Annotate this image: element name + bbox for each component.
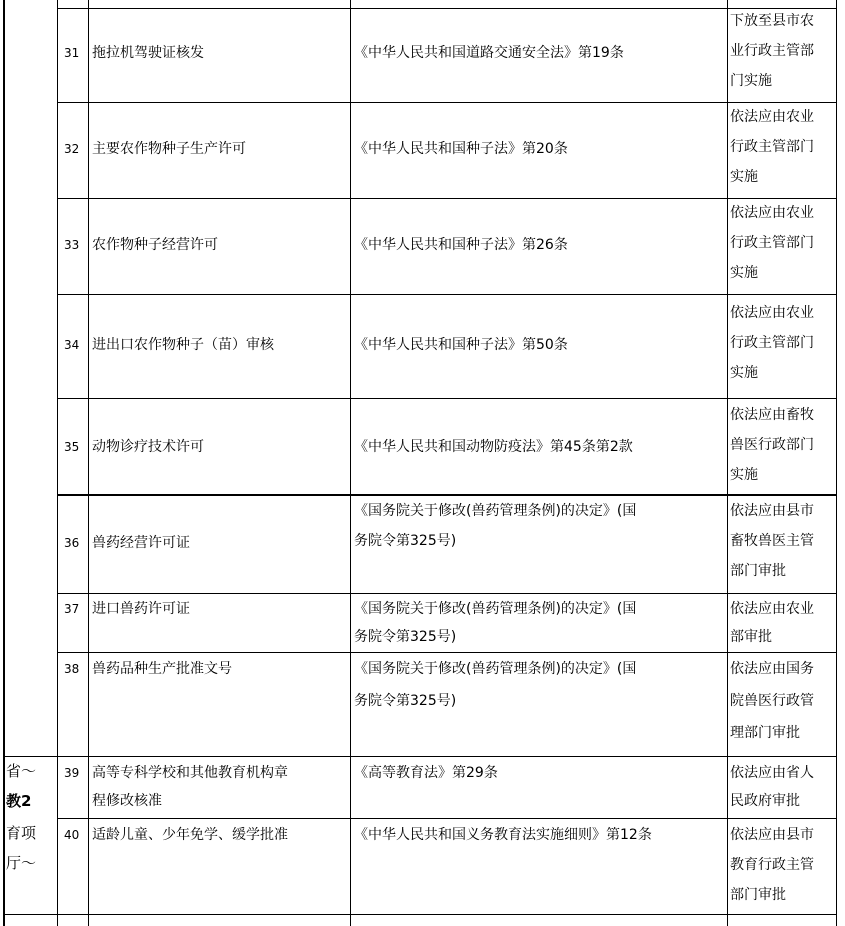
- item-name: 主要农作物种子生产许可: [92, 141, 246, 157]
- remark-line: 依法应由农业: [730, 109, 814, 125]
- item-name: 程修改核准: [92, 793, 162, 809]
- remark-line: 依法应由农业: [730, 601, 814, 617]
- row-divider: [57, 102, 837, 103]
- remark-line: 实施: [730, 265, 758, 281]
- table-divider: [57, 0, 58, 926]
- row-divider: [3, 914, 837, 915]
- remark-line: 部门审批: [730, 563, 786, 579]
- remark-line: 门实施: [730, 73, 772, 89]
- legal-basis: 《国务院关于修改(兽药管理条例)的决定》(国: [354, 503, 637, 519]
- legal-basis: 《中华人民共和国动物防疫法》第45条第2款: [354, 439, 633, 455]
- remark-line: 民政府审批: [730, 793, 800, 809]
- remark-line: 院兽医行政管: [730, 693, 814, 709]
- remark-line: 行政主管部门: [730, 235, 814, 251]
- row-divider: [57, 398, 837, 399]
- remark-line: 实施: [730, 467, 758, 483]
- row-number: 32: [64, 142, 80, 156]
- row-divider: [57, 294, 837, 295]
- remark-line: 依法应由县市: [730, 827, 814, 843]
- item-name: 进口兽药许可证: [92, 601, 190, 617]
- row-number: 39: [64, 766, 80, 780]
- row-number: 38: [64, 662, 80, 676]
- legal-basis: 《中华人民共和国道路交通安全法》第19条: [354, 45, 624, 61]
- remark-line: 畜牧兽医主管: [730, 533, 814, 549]
- row-number: 31: [64, 46, 80, 60]
- row-divider: [3, 756, 837, 757]
- row-number: 33: [64, 238, 80, 252]
- remark-line: 依法应由农业: [730, 305, 814, 321]
- legal-basis: 《中华人民共和国义务教育法实施细则》第12条: [354, 827, 652, 843]
- legal-basis: 务院令第325号): [354, 693, 457, 709]
- remark-line: 依法应由农业: [730, 205, 814, 221]
- remark-line: 行政主管部门: [730, 139, 814, 155]
- legal-basis: 《国务院关于修改(兽药管理条例)的决定》(国: [354, 601, 637, 617]
- table-border-right: [836, 0, 837, 926]
- remark-line: 兽医行政部门: [730, 437, 814, 453]
- row-divider: [57, 652, 837, 653]
- remark-line: 部审批: [730, 629, 772, 645]
- department-label: 育项: [6, 824, 37, 842]
- row-divider: [57, 593, 837, 594]
- legal-basis: 务院令第325号): [354, 533, 457, 549]
- remark-line: 实施: [730, 365, 758, 381]
- remark-line: 依法应由国务: [730, 661, 814, 677]
- department-label: 省〜: [6, 762, 37, 780]
- table-border-left: [3, 0, 5, 926]
- item-name: 适龄儿童、少年免学、缓学批准: [92, 827, 288, 843]
- item-name: 高等专科学校和其他教育机构章: [92, 765, 288, 781]
- department-label: 教2: [6, 792, 32, 810]
- table-divider: [727, 0, 728, 926]
- legal-basis: 《中华人民共和国种子法》第20条: [354, 141, 568, 157]
- remark-line: 依法应由畜牧: [730, 407, 814, 423]
- row-number: 40: [64, 828, 80, 842]
- item-name: 农作物种子经营许可: [92, 237, 218, 253]
- legal-basis: 《中华人民共和国种子法》第26条: [354, 237, 568, 253]
- row-number: 34: [64, 338, 80, 352]
- legal-basis: 务院令第325号): [354, 629, 457, 645]
- item-name: 进出口农作物种子（苗）审核: [92, 337, 274, 353]
- legal-basis: 《国务院关于修改(兽药管理条例)的决定》(国: [354, 661, 637, 677]
- remark-line: 教育行政主管: [730, 857, 814, 873]
- table-divider: [350, 0, 351, 926]
- row-divider: [57, 818, 837, 819]
- row-number: 36: [64, 536, 80, 550]
- remark-line: 依法应由县市: [730, 503, 814, 519]
- item-name: 拖拉机驾驶证核发: [92, 45, 204, 61]
- table-divider: [88, 0, 89, 926]
- legal-basis: 《高等教育法》第29条: [354, 765, 498, 781]
- remark-line: 依法应由省人: [730, 765, 814, 781]
- row-number: 35: [64, 440, 80, 454]
- remark-line: 下放至县市农: [730, 13, 814, 29]
- item-name: 兽药经营许可证: [92, 535, 190, 551]
- row-number: 37: [64, 602, 80, 616]
- row-divider: [57, 198, 837, 199]
- item-name: 动物诊疗技术许可: [92, 439, 204, 455]
- remark-line: 部门审批: [730, 887, 786, 903]
- row-divider: [57, 8, 837, 9]
- remark-line: 行政主管部门: [730, 335, 814, 351]
- remark-line: 实施: [730, 169, 758, 185]
- remark-line: 理部门审批: [730, 725, 800, 741]
- row-divider: [57, 494, 837, 496]
- remark-line: 业行政主管部: [730, 43, 814, 59]
- item-name: 兽药品种生产批准文号: [92, 661, 232, 677]
- legal-basis: 《中华人民共和国种子法》第50条: [354, 337, 568, 353]
- department-label: 厅〜: [6, 854, 37, 872]
